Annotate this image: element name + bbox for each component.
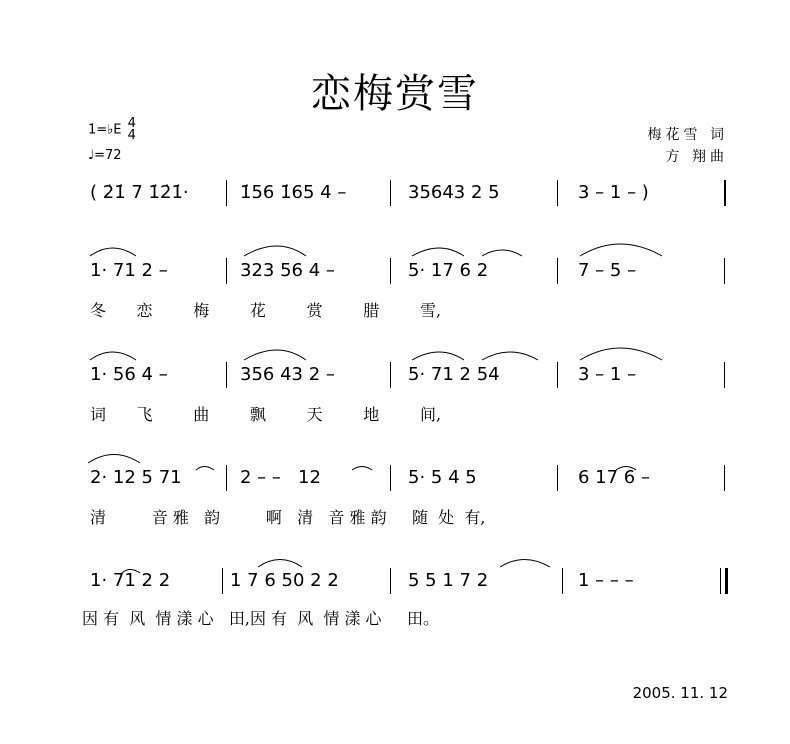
composer-credit: 方 翔曲 <box>665 149 728 165</box>
slur <box>482 352 538 360</box>
slur <box>412 352 464 360</box>
lyrics-row-3: 词 飞 曲 飘 天 地 间, <box>90 405 442 424</box>
time-bottom: 4 <box>127 128 136 143</box>
lyrics-row-2: 冬 恋 梅 花 赏 腊 雪, <box>90 301 442 320</box>
slur <box>412 248 464 256</box>
slur <box>90 248 136 256</box>
slur <box>88 455 140 464</box>
measure-1-4: 3 – 1 – ) <box>578 182 649 203</box>
quarter-note-icon: ♩ <box>88 148 95 163</box>
lyrics-row-4: 清 音 雅 韵 啊 清 音 雅 韵 随 处 有, <box>90 508 486 527</box>
measure-1-1: ( 2̇1̇ 7 1̇2̇1̇· <box>90 182 189 203</box>
slur <box>482 250 522 256</box>
slur <box>244 350 306 360</box>
measure-1-3: 35643 2 5 <box>408 182 500 203</box>
time-top: 4 <box>127 116 136 131</box>
measure-5-1: 1· 71 2 2 <box>90 570 171 591</box>
slur <box>580 348 662 360</box>
measure-5-2: 1 7 6 50 2 2 <box>230 570 339 591</box>
slur <box>122 570 140 574</box>
measure-3-4: 3 – 1 – <box>578 364 637 385</box>
slur <box>580 244 662 256</box>
measure-3-2: 356 43 2 – <box>240 364 335 385</box>
measure-2-2: 323 56 4 – <box>240 260 335 281</box>
measure-2-1: 1· 71 2 – <box>90 260 168 281</box>
key-label: 1=♭E <box>88 122 122 138</box>
measure-1-2: 1̇56 1̇65 4 – <box>240 182 347 203</box>
measure-2-3: 5· 17 6 2 <box>408 260 489 281</box>
slur <box>352 467 372 471</box>
measure-3-3: 5· 71 2 54 <box>408 364 500 385</box>
measure-5-4: 1 – – – <box>578 570 634 591</box>
slur <box>500 560 550 568</box>
lyrics-row-5: 因 有 风 情 漾 心 田,因 有 风 情 漾 心 田。 <box>82 609 439 628</box>
tempo-value: =72 <box>94 148 122 163</box>
date-stamp: 2005. 11. 12 <box>632 684 728 702</box>
slur <box>244 246 306 256</box>
slur <box>196 467 214 471</box>
slur <box>258 560 302 568</box>
measure-3-1: 1· 56 4 – <box>90 364 168 385</box>
slur <box>90 352 136 360</box>
song-title: 恋梅赏雪 <box>311 71 479 117</box>
slur <box>616 467 636 471</box>
measure-4-1: 2· 12 5 71 <box>90 467 182 488</box>
measure-4-4: 6 17 6 – <box>578 467 650 488</box>
measure-5-3: 5 5 1 7 2 <box>408 570 489 591</box>
lyricist-credit: 梅花雪 词 <box>647 127 728 143</box>
measure-2-4: 7 – 5 – <box>578 260 637 281</box>
measure-4-2: 2 – – 12 <box>240 467 321 488</box>
measure-4-3: 5· 5 4 5 <box>408 467 477 488</box>
